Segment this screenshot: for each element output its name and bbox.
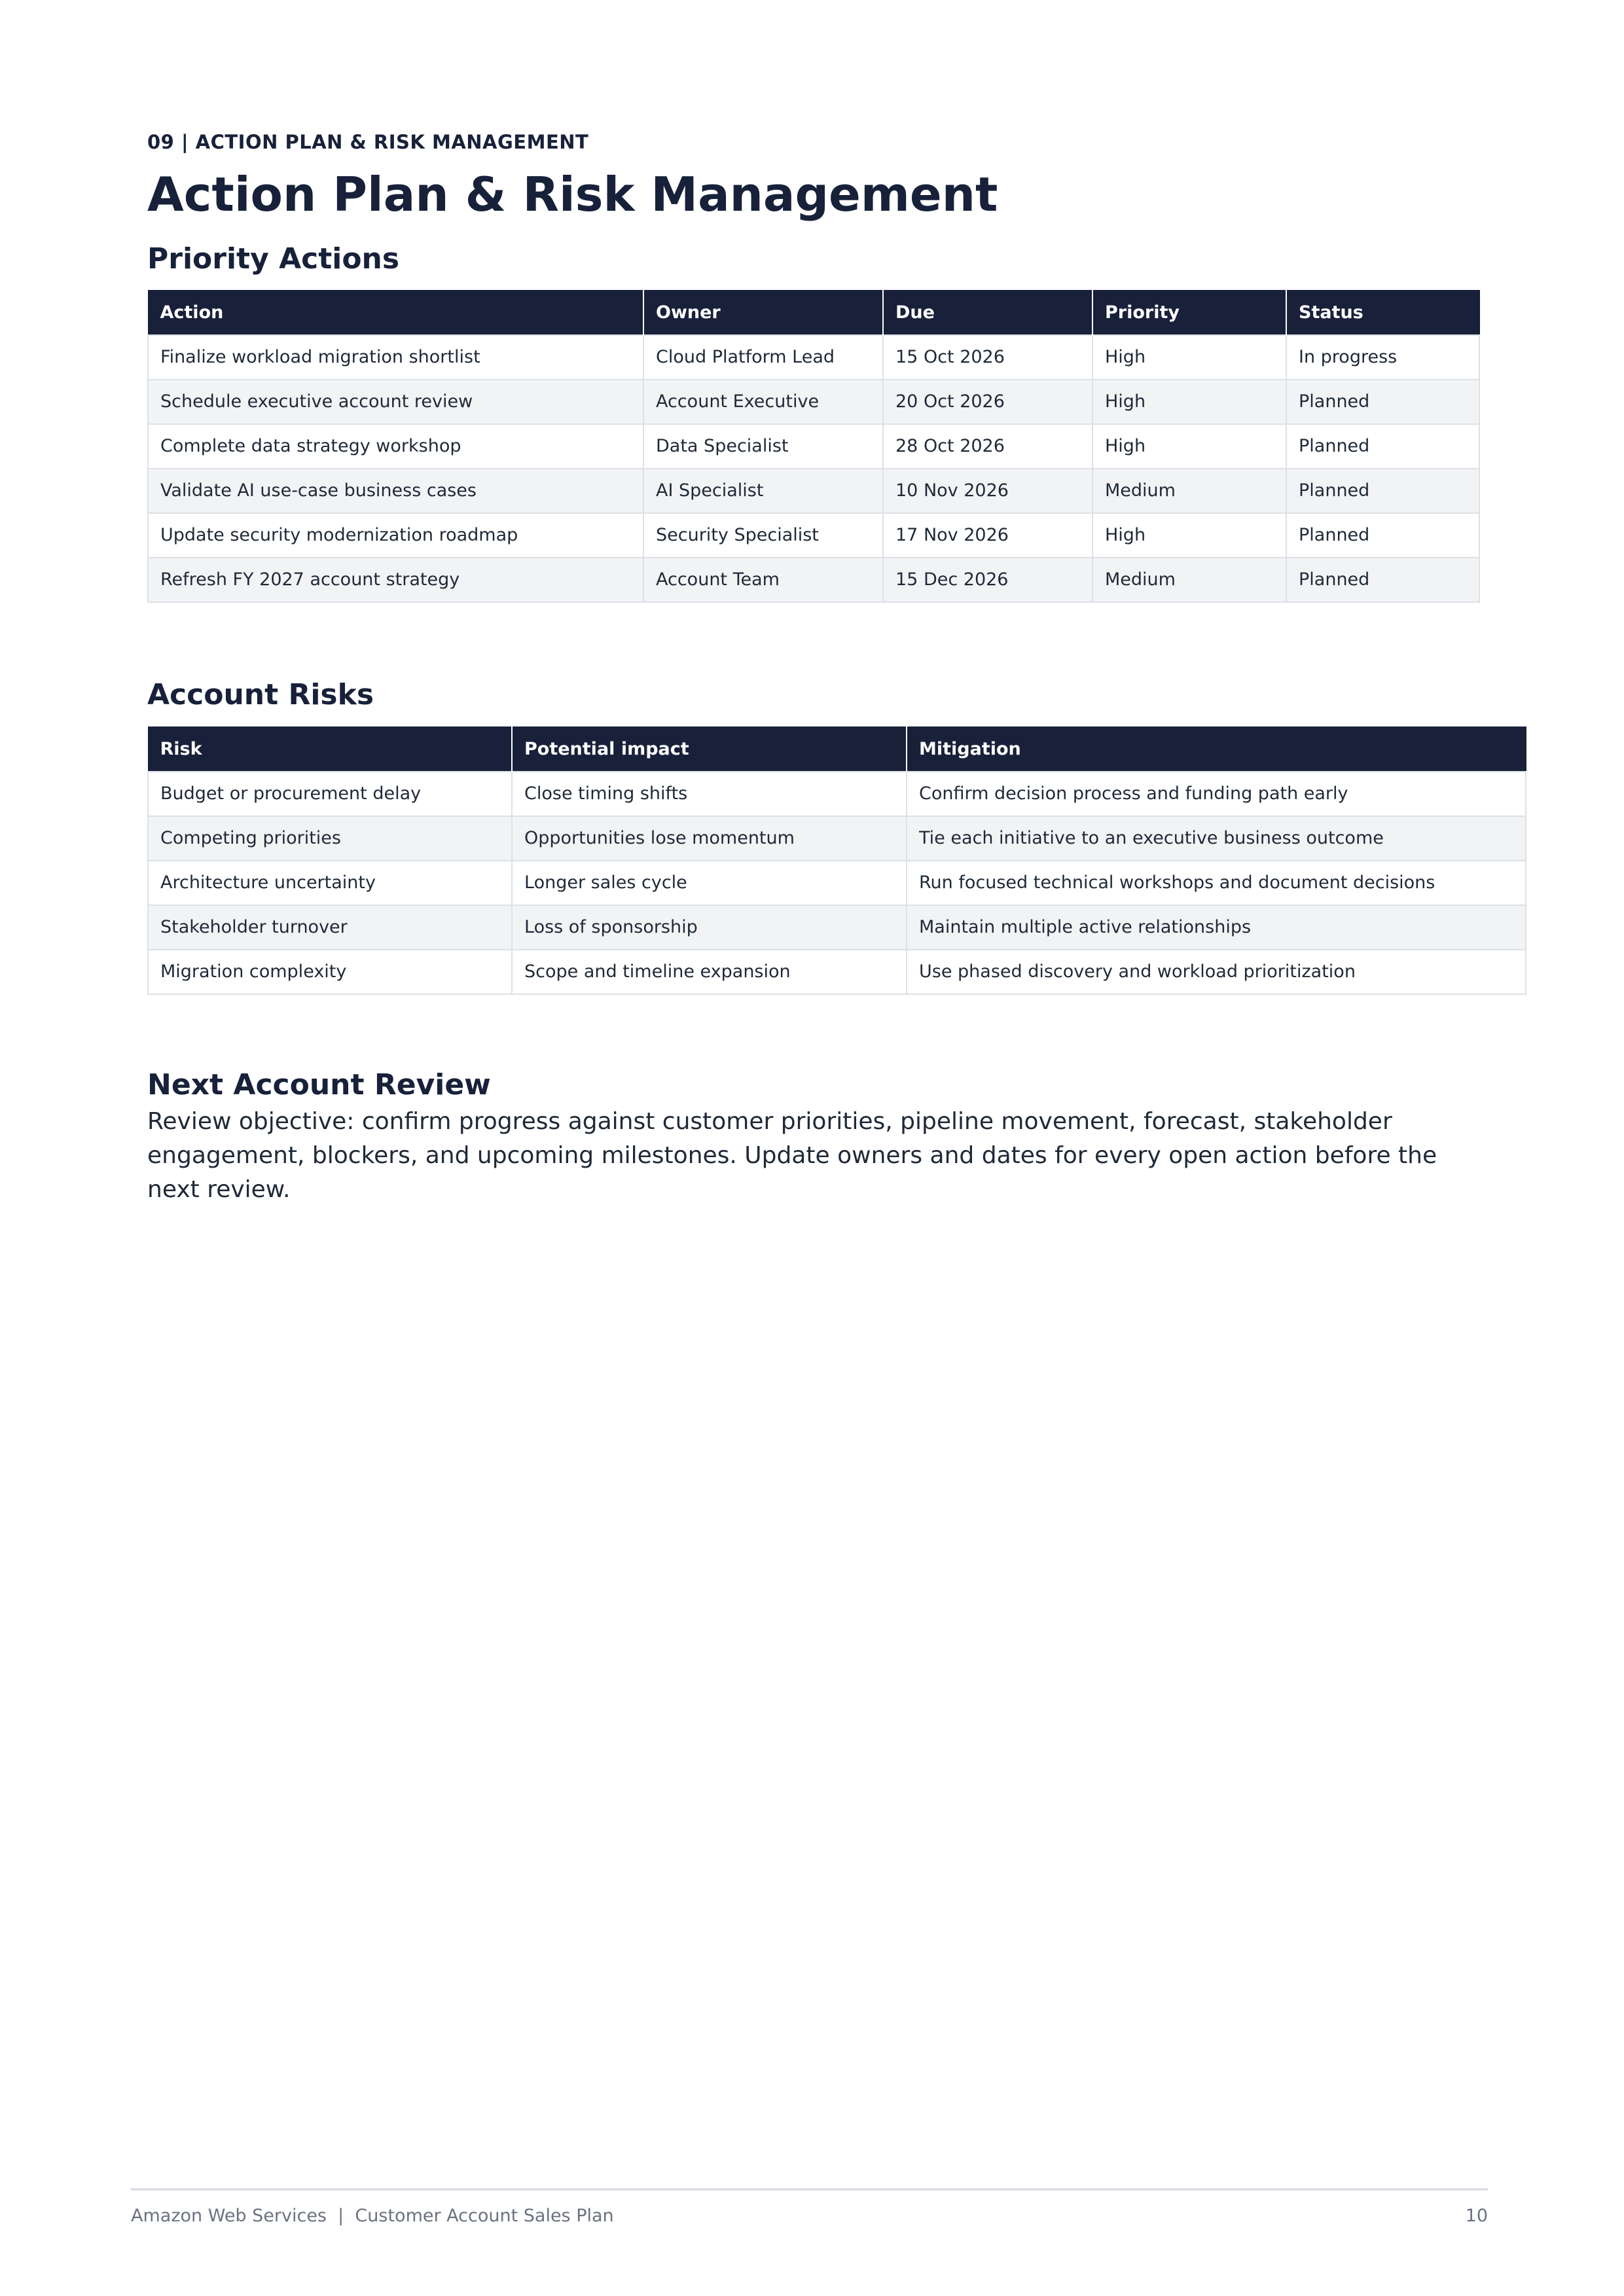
- table-row: [148, 816, 1526, 861]
- column-header: Risk: [148, 727, 512, 772]
- table-cell: Planned: [1286, 424, 1479, 469]
- table-header-row: [148, 291, 1479, 335]
- page-number: 10: [1465, 2206, 1488, 2226]
- priority-actions-heading: Priority Actions: [147, 242, 400, 276]
- table-row: [148, 424, 1479, 469]
- table-row: [148, 335, 1479, 380]
- table-cell: 20 Oct 2026: [883, 380, 1092, 424]
- table-cell: High: [1092, 424, 1286, 469]
- table-cell: 28 Oct 2026: [883, 424, 1092, 469]
- table-cell: Update security modernization roadmap: [148, 513, 643, 558]
- table-cell: Account Team: [643, 558, 883, 602]
- account-risks-heading: Account Risks: [147, 678, 374, 711]
- table-row: [148, 861, 1526, 905]
- table-cell: Cloud Platform Lead: [643, 335, 883, 380]
- table-cell: Refresh FY 2027 account strategy: [148, 558, 643, 602]
- column-header: Action: [148, 291, 643, 335]
- table-cell: Longer sales cycle: [512, 861, 907, 905]
- table-cell: Data Specialist: [643, 424, 883, 469]
- next-review-heading: Next Account Review: [147, 1068, 491, 1102]
- table-cell: Planned: [1286, 380, 1479, 424]
- table-cell: High: [1092, 335, 1286, 380]
- table-cell: Opportunities lose momentum: [512, 816, 907, 861]
- table-cell: Finalize workload migration shortlist: [148, 335, 643, 380]
- table-row: [148, 772, 1526, 816]
- table-cell: 10 Nov 2026: [883, 469, 1092, 513]
- table-cell: Close timing shifts: [512, 772, 907, 816]
- page-title: Action Plan & Risk Management: [147, 167, 998, 222]
- column-header: Priority: [1092, 291, 1286, 335]
- table-cell: Maintain multiple active relationships: [907, 905, 1526, 950]
- table-cell: Validate AI use-case business cases: [148, 469, 643, 513]
- priority-actions-table: [147, 290, 1480, 603]
- table-cell: Account Executive: [643, 380, 883, 424]
- table-cell: Planned: [1286, 513, 1479, 558]
- section-eyebrow: 09 | ACTION PLAN & RISK MANAGEMENT: [147, 131, 589, 153]
- table-cell: Loss of sponsorship: [512, 905, 907, 950]
- column-header: Mitigation: [907, 727, 1526, 772]
- table-row: [148, 950, 1526, 994]
- table-cell: Medium: [1092, 469, 1286, 513]
- table-cell: Competing priorities: [148, 816, 512, 861]
- table-cell: Stakeholder turnover: [148, 905, 512, 950]
- table-cell: AI Specialist: [643, 469, 883, 513]
- table-cell: 15 Dec 2026: [883, 558, 1092, 602]
- table-cell: Budget or procurement delay: [148, 772, 512, 816]
- account-risks-table: [147, 726, 1526, 995]
- table-cell: Use phased discovery and workload prioritization: [907, 950, 1526, 994]
- table-cell: High: [1092, 513, 1286, 558]
- column-header: Owner: [643, 291, 883, 335]
- table-cell: Complete data strategy workshop: [148, 424, 643, 469]
- table-cell: Planned: [1286, 558, 1479, 602]
- table-cell: 17 Nov 2026: [883, 513, 1092, 558]
- column-header: Potential impact: [512, 727, 907, 772]
- table-row: [148, 558, 1479, 602]
- table-cell: Confirm decision process and funding path early: [907, 772, 1526, 816]
- footer-divider: [131, 2188, 1488, 2191]
- table-cell: Architecture uncertainty: [148, 861, 512, 905]
- table-row: [148, 905, 1526, 950]
- next-review-text: Review objective: confirm progress against customer priorities, pipeline movement, forecast, stakeholder engagement, blockers, and upcoming milestones. Update owners and dates for every open action before the next review.: [147, 1108, 1437, 1203]
- column-header: Due: [883, 291, 1092, 335]
- table-row: [148, 469, 1479, 513]
- table-cell: Security Specialist: [643, 513, 883, 558]
- table-cell: 15 Oct 2026: [883, 335, 1092, 380]
- table-cell: Scope and timeline expansion: [512, 950, 907, 994]
- table-cell: Tie each initiative to an executive business outcome: [907, 816, 1526, 861]
- table-cell: Medium: [1092, 558, 1286, 602]
- table-header-row: [148, 727, 1526, 772]
- footer-text: Amazon Web Services | Customer Account Sales Plan: [131, 2206, 614, 2226]
- table-row: [148, 513, 1479, 558]
- column-header: Status: [1286, 291, 1479, 335]
- table-cell: Schedule executive account review: [148, 380, 643, 424]
- table-cell: Migration complexity: [148, 950, 512, 994]
- table-cell: High: [1092, 380, 1286, 424]
- table-cell: Run focused technical workshops and document decisions: [907, 861, 1526, 905]
- table-cell: Planned: [1286, 469, 1479, 513]
- table-cell: In progress: [1286, 335, 1479, 380]
- table-row: [148, 380, 1479, 424]
